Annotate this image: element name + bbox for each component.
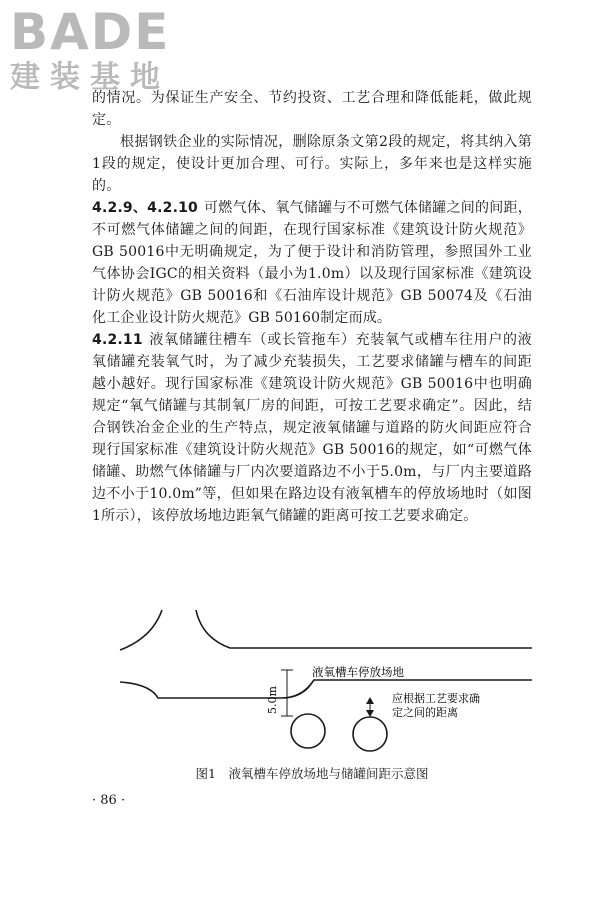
figure-diagram bbox=[92, 604, 532, 754]
section-number: 4.2.9、4.2.10 bbox=[92, 200, 198, 216]
paragraph-3 bbox=[92, 197, 532, 329]
note-label-line2: 定之间的距离 bbox=[392, 706, 458, 719]
body-text bbox=[92, 87, 532, 527]
arrow-head-up bbox=[366, 697, 374, 704]
paragraph-2 bbox=[92, 131, 532, 197]
parking-edge bbox=[282, 686, 310, 698]
tank-circle-left bbox=[291, 714, 325, 748]
paragraph-4 bbox=[92, 329, 532, 527]
parking-label: 液氧槽车停放场地 bbox=[312, 665, 404, 679]
note-label-line1: 应根据工艺要求确 bbox=[392, 692, 480, 705]
arrow-head-down bbox=[366, 710, 374, 717]
road-curve-left bbox=[120, 610, 162, 650]
paragraph-2-text: 根据钢铁企业的实际情况，删除原条文第2段的规定，将其纳入第1段的规定，使设计更加合理、可行。实际上，多年来也是这样实施的。 bbox=[92, 134, 532, 194]
watermark-brand: BADE bbox=[10, 3, 171, 61]
distance-label: 5.0m bbox=[266, 686, 279, 714]
section-number: 4.2.11 bbox=[92, 332, 143, 348]
figure-caption: 图1 液氧槽车停放场地与储罐间距示意图 bbox=[195, 766, 429, 781]
figure-svg bbox=[92, 604, 532, 754]
paragraph-4-text: 液氧储罐往槽车（或长管拖车）充装氧气或槽车往用户的液氧储罐充装氧气时，为了减少充装损失，工艺要求储罐与槽车的间距越小越好。现行国家标准《建筑设计防火规范》GB 50016中也明确规定“氧气储罐与其制氧厂房的间距，可按工艺要求确定”。因此，结合钢铁冶金企业的生产特点，规定液氧储罐与道路的防火间距应符合现行国家标准《建筑设计防火规范》GB 50016的规定，如“可燃气体储罐、助燃气体储罐与厂内次要道路边不小于5.0m，与厂内主要道路边不小于10.0m”等，但如果在路边设有液氧槽车的停放场地时（如图1所示），该停放场地边距氧气储罐的距离可按工艺要求确定。 bbox=[92, 332, 532, 524]
paragraph-3-text: 可燃气体、氧气储罐与不可燃气体储罐之间的间距，不可燃气体储罐之间的间距，在现行国家标准《建筑设计防火规范》GB 50016中无明确规定，为了便于设计和消防管理，参照国外工业气体协会IGC的相关资料（最小为1.0m）以及现行国家标准《建筑设计防火规范》GB 50016和《石油库设计规范》GB 50074及《石油化工企业设计防火规范》GB 50160制定而成。 bbox=[92, 200, 532, 326]
watermark-subtitle: 建装基地 bbox=[10, 60, 170, 95]
paragraph-1-text: 的情况。为保证生产安全、节约投资、工艺合理和降低能耗，做此规定。 bbox=[92, 90, 532, 128]
road-edge-upper bbox=[196, 610, 532, 648]
tank-circle-right bbox=[353, 717, 387, 751]
page-number: · 86 · bbox=[92, 793, 126, 808]
paragraph-1 bbox=[92, 87, 532, 131]
